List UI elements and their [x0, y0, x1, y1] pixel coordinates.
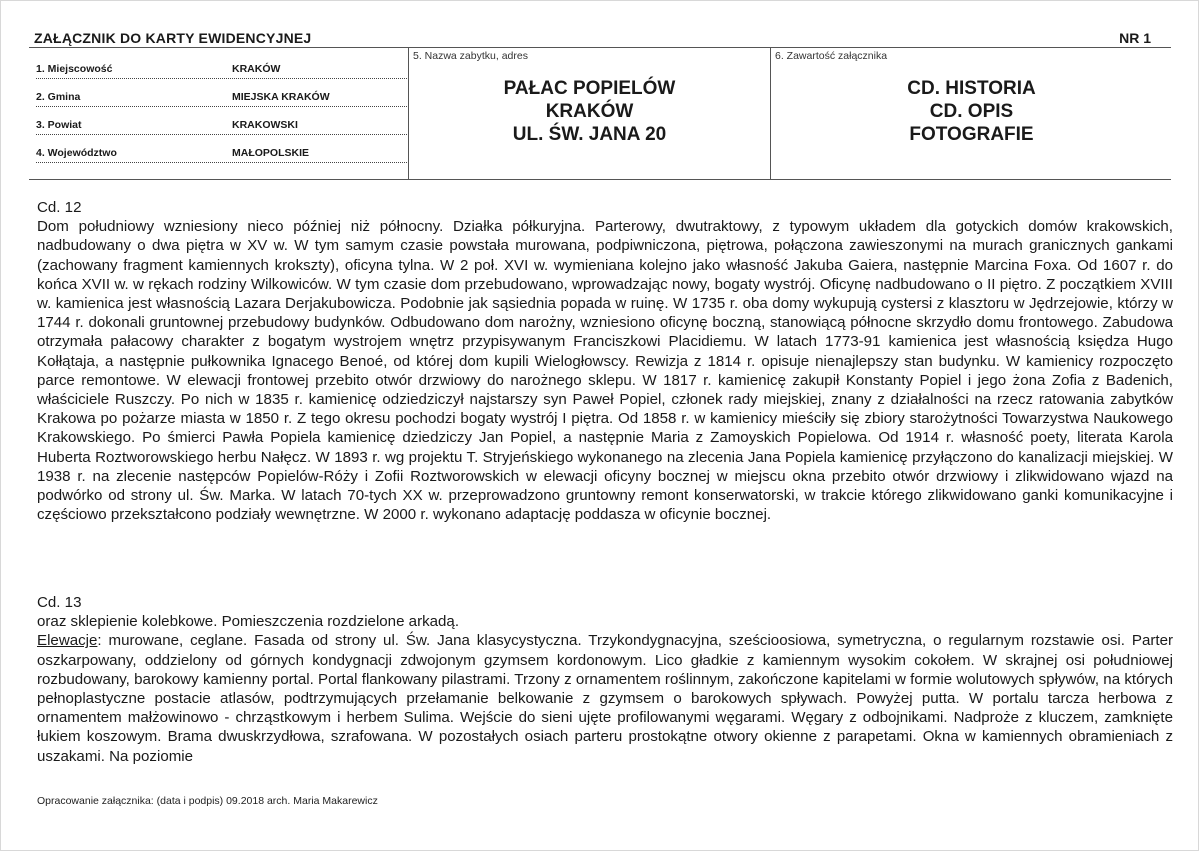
monument-line: PAŁAC POPIELÓW — [503, 78, 676, 99]
field-value: MIEJSKA KRAKÓW — [232, 91, 330, 103]
form-number: NR 1 — [1119, 30, 1151, 46]
contents-list — [771, 77, 1172, 146]
monument-caption: 5. Nazwa zabytku, adres — [413, 50, 528, 62]
dotted-rule — [36, 134, 407, 135]
contents-caption: 6. Zawartość załącznika — [775, 50, 888, 62]
field-value: KRAKOWSKI — [232, 119, 298, 131]
section-12 — [37, 198, 1173, 524]
monument-line: UL. ŚW. JANA 20 — [512, 124, 667, 145]
field-wojewodztwo — [36, 141, 407, 163]
field-gmina — [36, 85, 407, 107]
elewacje-text: : murowane, ceglane. Fasada od strony ul. Św. Jana klasycystyczna. Trzykondygnacyjna, sześcioosiowa, symetryczna, o regularnym rozstawie osi. Parter oszkarpowany, oddzielony od górnych kondygnacji zdwojonym gzymsem kordonowym. Lico gładkie z kamiennym wysokim cokołem. W skrajnej osi południowej rozbudowany, barokowy kamienny portal. Portal flankowany pilastrami. Trzony z ornamentem roślinnym, zakończone kapitelami w formie wolutowych spływów, na których pełnoplastyczne postacie atlasów, podtrzymujących przełamanie belkowanie z gzymsem o barokowych spływach. Powyżej putta. W portalu tarcza herbowa z ornamentem małżowinowo - chrząstkowym i herbem Sulima. Wejście do sieni ujęte profilowanymi węgarami. Węgary z odbojnikami. Nadproże z kluczem, zamknięte łukiem koszowym. Brama dwuskrzydłowa, szrafowana. W pozostałych osiach parteru prostokątne otwory okienne z parapetami. Okna w kamiennych obramieniach z uszakami. Na poziomie — [37, 632, 1173, 765]
section-line: oraz sklepienie kolebkowe. Pomieszczenia rozdzielone arkadą. — [37, 613, 460, 631]
header-bottom-rule — [29, 179, 1171, 180]
section-text: Dom południowy wzniesiony nieco później niż północny. Działka półkuryjna. Parterowy, dwutraktowy, z typowym układem dla gotyckich domów krakowskich, nadbudowany o dwa piętra w XV w. W tym samym czasie powstała murowana, podpiwniczona, piętrowa, połączona zawieszonymi na murach granicznych gankami (zachowany fragment kamiennych krokszty), oficyna tylna. W 2 poł. XVI w. wymieniana kolejno jako własność Jakuba Gaiera, następnie Marcina Foxa. Od 1607 r. do końca XVII w. w rękach rodziny Wilkowiców. W tym czasie dom przebudowano, wprowadzając nowy, bogaty wystrój. Oficynę nadbudowano o II piętro. Z początkiem XVIII w. kamienica jest własnością Lazara Derjakubowicza. Podobnie jak sąsiednia popada w ruinę. W 1735 r. oba domy wykupują cystersi z klasztoru w Jędrzejowie, którzy w 1744 r. dokonali gruntownej przebudowy budynków. Odbudowano dom narożny, wzniesiono oficynę boczną, stanowiącą północne skrzydło domu frontowego. Zabudowa otrzymała pałacowy charakter z bogatym wystrojem wnętrz przypisywanym Franciszkowi Placidiemu. W latach 1773-91 kamienica jest własnością księdza Hugo Kołłątaja, a następnie pułkownika Ignacego Benoé, od której dom kupili Wielogłowscy. Rewizja z 1814 r. opisuje nienajlepszy stan budynku. W kamienicy rozpoczęto parce remontowe. W elewacji frontowej przebito otwór drzwiowy do narożnego sklepu. W 1817 r. kamienicę zakupił Konstanty Popiel i jego żona Zofia z Badenich, właściciele Ruszczy. Po nich w 1835 r. kamienicę odziedziczył najstarszy syn Paweł Popiel, członek rady miejskiej, znany z działalności na rzecz ratowania zabytków Krakowa po pożarze miasta w 1850 r. Z tego okresu pochodzi bogaty wystrój I piętra. Od 1858 r. w kamienicy mieściły się zbiory starożytności Towarzystwa Naukowego Krakowskiego. Po śmierci Pawła Popiela kamienicę dziedziczy Jan Popiel, a następnie Maria z Zamoyskich Popielowa. Od 1914 r. własność poety, literata Karola Huberta Roztworowskiego herbu Nałęcz. W 1893 r. wg projektu T. Stryjeńskiego wykonanego na zlecenia Jana Popiela kamienicę przyłączono do kanalizacji miejskiej. W 1938 r. na zlecenie następców Popielów-Róży i Zofii Roztworowskich w elewacji oficyny bocznej w miejscu okna przebito otwór drzwiowy i zlikwidowano wjazd na podwórko od strony ul. Św. Marka. W latach 70-tych XX w. przeprowadzono gruntowny remont konserwatorski, w trakcie którego zlikwidowano ganki komunikacyjne i częściowo przekształcono podziały wewnętrzne. W 2000 r. wykonano adaptację poddasza w oficynie bocznej. — [37, 218, 1173, 524]
section-heading: Cd. 12 — [37, 199, 82, 216]
field-value: KRAKÓW — [232, 63, 281, 75]
field-label: 4. Województwo — [36, 147, 117, 159]
field-label: 1. Miejscowość — [36, 63, 113, 75]
monument-name — [409, 77, 770, 146]
field-powiat — [36, 113, 407, 135]
contents-line: FOTOGRAFIE — [909, 124, 1034, 145]
field-label: 2. Gmina — [36, 91, 81, 103]
header-top-rule — [29, 47, 1171, 48]
field-miejscowosc — [36, 57, 407, 79]
dotted-rule — [36, 106, 407, 107]
dotted-rule — [36, 162, 407, 163]
elewacje-label: Elewacje — [37, 632, 98, 650]
field-value: MAŁOPOLSKIE — [232, 147, 310, 159]
footer-note: Opracowanie załącznika: (data i podpis) 09.2018 arch. Maria Makarewicz — [37, 795, 378, 807]
form-title: ZAŁĄCZNIK DO KARTY EWIDENCYJNEJ — [34, 30, 312, 46]
monument-line: KRAKÓW — [545, 101, 634, 122]
section-heading: Cd. 13 — [37, 594, 82, 611]
contents-line: CD. HISTORIA — [907, 78, 1036, 99]
elewacje-paragraph — [37, 631, 1173, 765]
field-label: 3. Powiat — [36, 119, 82, 131]
section-13 — [37, 593, 1173, 766]
dotted-rule — [36, 78, 407, 79]
contents-line: CD. OPIS — [929, 101, 1014, 122]
